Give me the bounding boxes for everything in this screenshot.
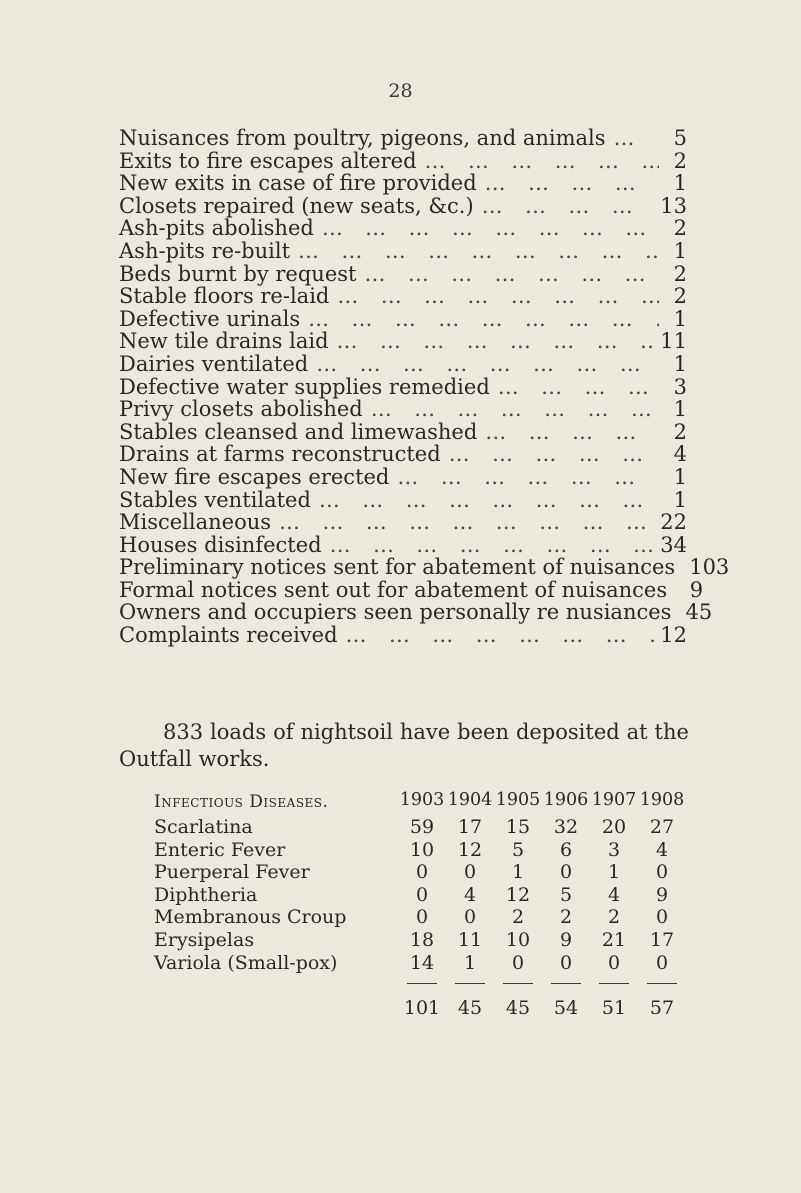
disease-value: 20	[601, 816, 627, 838]
disease-value: 5	[559, 883, 573, 906]
year-headers	[398, 790, 686, 810]
disease-values	[398, 816, 686, 838]
year-header: 1903	[399, 790, 445, 810]
nuisance-count: 1	[673, 397, 687, 422]
dot-leader	[397, 466, 659, 489]
disease-value: 10	[505, 928, 531, 951]
disease-value: 17	[649, 928, 675, 951]
nuisance-count: 1	[673, 238, 687, 263]
nuisance-count: 103	[689, 555, 730, 580]
nuisance-label: Preliminary notices sent for abatement of nuisances	[119, 555, 676, 580]
disease-values	[398, 929, 686, 951]
paragraph-word: the	[654, 720, 689, 744]
disease-value: 2	[511, 906, 525, 929]
paragraph-word: 833	[163, 720, 204, 744]
disease-value: 18	[409, 928, 435, 951]
nuisance-count: 1	[673, 351, 687, 376]
year-total: 54	[553, 997, 579, 1019]
disease-value: 0	[463, 906, 477, 929]
disease-value: 0	[559, 951, 573, 974]
nuisance-count: 12	[660, 623, 687, 648]
disease-value: 0	[511, 951, 525, 974]
paragraph-word: have	[399, 720, 451, 744]
dot-leader	[482, 195, 655, 218]
nuisance-label: Stable floors re-laid	[119, 284, 330, 309]
disease-value: 4	[655, 838, 669, 861]
nuisance-label: Defective urinals	[119, 306, 301, 331]
nuisance-row	[119, 534, 687, 557]
disease-name: Membranous Croup	[154, 906, 347, 929]
nuisance-label: Nuisances from poultry, pigeons, and animals	[119, 126, 606, 150]
nuisance-count: 2	[673, 261, 687, 286]
nuisance-label: Stables ventilated	[119, 487, 311, 512]
nuisance-count: 11	[660, 329, 687, 354]
disease-value: 1	[463, 951, 477, 974]
dot-leader	[346, 624, 655, 647]
dot-leader	[498, 376, 659, 399]
disease-row	[154, 952, 694, 975]
year-header: 1904	[447, 790, 493, 810]
dot-leader	[371, 398, 659, 421]
nuisance-row	[119, 624, 687, 647]
year-total: 101	[403, 997, 441, 1019]
total-rule	[590, 983, 638, 984]
nuisance-row	[119, 195, 687, 218]
nuisance-label: Defective water supplies remedied	[119, 374, 490, 399]
nuisance-count: 5	[673, 126, 687, 150]
nuisance-label: Stables cleansed and limewashed	[119, 419, 478, 444]
nuisance-count: 1	[673, 306, 687, 331]
total-rules	[398, 983, 686, 984]
disease-value: 1	[607, 861, 621, 884]
disease-value: 0	[655, 951, 669, 974]
nuisance-count: 4	[673, 442, 687, 467]
nuisance-row	[119, 150, 687, 173]
paragraph-word: nightsoil	[300, 720, 393, 744]
disease-value: 3	[607, 838, 621, 861]
dot-leader	[485, 421, 659, 444]
disease-value: 5	[511, 838, 525, 861]
disease-values	[398, 952, 686, 974]
disease-values	[398, 839, 686, 861]
disease-value: 32	[553, 816, 579, 838]
nuisance-row	[119, 511, 687, 534]
disease-value: 0	[559, 861, 573, 884]
dot-leader	[319, 489, 659, 512]
year-total: 51	[601, 997, 627, 1019]
nuisance-count: 45	[685, 600, 713, 625]
nuisance-row	[119, 376, 687, 399]
nuisance-label: New tile drains laid	[119, 329, 329, 354]
total-rule	[542, 983, 590, 984]
dot-leader	[614, 127, 659, 150]
disease-value: 10	[409, 838, 435, 861]
nuisance-label: Complaints received	[119, 623, 338, 648]
nuisance-label: Privy closets abolished	[119, 397, 363, 422]
nuisance-label: Houses disinfected	[119, 532, 322, 557]
nuisance-label: Owners and occupiers seen personally re nusiances	[119, 600, 672, 625]
nuisance-count: 1	[673, 171, 687, 196]
disease-value: 0	[415, 883, 429, 906]
disease-value: 4	[607, 883, 621, 906]
disease-name: Variola (Small-pox)	[154, 951, 338, 974]
disease-value: 1	[511, 861, 525, 884]
disease-value: 15	[505, 816, 531, 838]
nuisance-row	[119, 577, 704, 602]
disease-values	[398, 861, 686, 883]
disease-row	[154, 861, 694, 884]
paragraph-word: deposited	[515, 720, 620, 744]
nuisance-row	[119, 466, 687, 489]
year-header: 1905	[495, 790, 541, 810]
dot-leader	[449, 443, 659, 466]
dot-leader	[279, 511, 654, 534]
disease-value: 0	[463, 861, 477, 884]
disease-value: 9	[559, 928, 573, 951]
disease-value: 6	[559, 838, 573, 861]
disease-row	[154, 839, 694, 862]
paragraph-line-2: Outfall works.	[119, 747, 270, 771]
nuisance-label: Miscellaneous	[119, 510, 272, 535]
nuisance-row	[119, 263, 687, 286]
year-total: 45	[505, 997, 531, 1019]
nuisance-list	[119, 126, 730, 648]
disease-row	[154, 884, 694, 907]
year-header: 1907	[591, 790, 637, 810]
disease-value: 0	[655, 906, 669, 929]
year-header: 1908	[639, 790, 685, 810]
nuisance-row	[119, 353, 687, 376]
nuisance-count: 22	[660, 510, 687, 535]
disease-value: 4	[463, 883, 477, 906]
year-total: 57	[649, 997, 675, 1019]
disease-name: Enteric Fever	[154, 838, 286, 861]
disease-value: 21	[601, 928, 627, 951]
page-number: 28	[388, 80, 413, 102]
nuisance-row	[119, 240, 687, 263]
nuisance-count: 2	[673, 419, 687, 444]
paragraph-word: been	[457, 720, 509, 744]
dot-leader	[322, 217, 659, 240]
nuisance-count: 2	[673, 216, 687, 241]
disease-value: 9	[655, 883, 669, 906]
disease-rows	[154, 816, 694, 974]
disease-totals	[398, 997, 686, 1019]
nuisance-label: Dairies ventilated	[119, 351, 309, 376]
nuisance-row	[119, 308, 687, 331]
nuisance-label: Ash-pits abolished	[119, 216, 314, 241]
dot-leader	[425, 150, 659, 173]
disease-name: Erysipelas	[154, 928, 255, 951]
dot-leader	[337, 330, 655, 353]
paragraph-line-1	[119, 719, 689, 746]
total-rule	[494, 983, 542, 984]
dot-leader	[330, 534, 655, 557]
nuisance-label: Beds burnt by request	[119, 261, 357, 286]
disease-value: 0	[607, 951, 621, 974]
dot-leader	[308, 308, 659, 331]
nuisance-row	[119, 217, 687, 240]
disease-value: 12	[457, 838, 483, 861]
disease-value: 14	[409, 951, 435, 974]
disease-value: 0	[415, 861, 429, 884]
paragraph-word: at	[626, 720, 648, 744]
nuisance-row	[119, 600, 713, 625]
nuisance-count: 9	[689, 577, 704, 602]
disease-name: Diphtheria	[154, 883, 258, 906]
nuisance-row	[119, 330, 687, 353]
year-header: 1906	[543, 790, 589, 810]
disease-value: 12	[505, 883, 531, 906]
total-rule	[638, 983, 686, 984]
paragraph-word: of	[273, 720, 294, 744]
nuisance-row	[119, 555, 730, 580]
disease-value: 17	[457, 816, 483, 838]
disease-value: 27	[649, 816, 675, 838]
nuisance-row	[119, 489, 687, 512]
year-total: 45	[457, 997, 483, 1019]
disease-values	[398, 906, 686, 928]
disease-value: 2	[607, 906, 621, 929]
disease-row	[154, 906, 694, 929]
infectious-diseases-heading: Infectious Diseases.	[154, 792, 329, 812]
nuisance-count: 1	[673, 487, 687, 512]
nuisance-label: New exits in case of fire provided	[119, 171, 477, 196]
nuisance-label: Ash-pits re-built	[119, 238, 291, 263]
disease-value: 59	[409, 816, 435, 838]
nuisance-count: 2	[673, 148, 687, 173]
dot-leader	[364, 263, 659, 286]
disease-value: 11	[457, 928, 483, 951]
nuisance-count: 34	[660, 532, 687, 557]
nuisance-row	[119, 421, 687, 444]
nuisance-label: Exits to fire escapes altered	[119, 148, 417, 173]
nuisance-row	[119, 127, 687, 150]
nuisance-label: New fire escapes erected	[119, 464, 390, 489]
nuisance-count: 1	[673, 464, 687, 489]
dot-leader	[316, 353, 659, 376]
disease-row	[154, 816, 694, 839]
nuisance-label: Formal notices sent out for abatement of nuisances	[119, 577, 668, 602]
nuisance-row	[119, 398, 687, 421]
dot-leader	[337, 285, 659, 308]
dot-leader	[298, 240, 659, 263]
disease-value: 2	[559, 906, 573, 929]
nuisance-row	[119, 285, 687, 308]
nuisance-label: Drains at farms reconstructed	[119, 442, 441, 467]
total-rule	[446, 983, 494, 984]
disease-value: 0	[415, 906, 429, 929]
nuisance-count: 3	[673, 374, 687, 399]
nuisance-count: 13	[660, 193, 687, 218]
nightsoil-paragraph	[119, 719, 689, 773]
disease-row	[154, 929, 694, 952]
disease-values	[398, 884, 686, 906]
total-rule	[398, 983, 446, 984]
nuisance-row	[119, 443, 687, 466]
disease-value: 0	[655, 861, 669, 884]
nuisance-count: 2	[673, 284, 687, 309]
nuisance-row	[119, 172, 687, 195]
disease-name: Scarlatina	[154, 816, 253, 838]
paragraph-word: loads	[210, 720, 267, 744]
dot-leader	[485, 172, 659, 195]
nuisance-label: Closets repaired (new seats, &c.)	[119, 193, 474, 218]
disease-name: Puerperal Fever	[154, 861, 310, 884]
